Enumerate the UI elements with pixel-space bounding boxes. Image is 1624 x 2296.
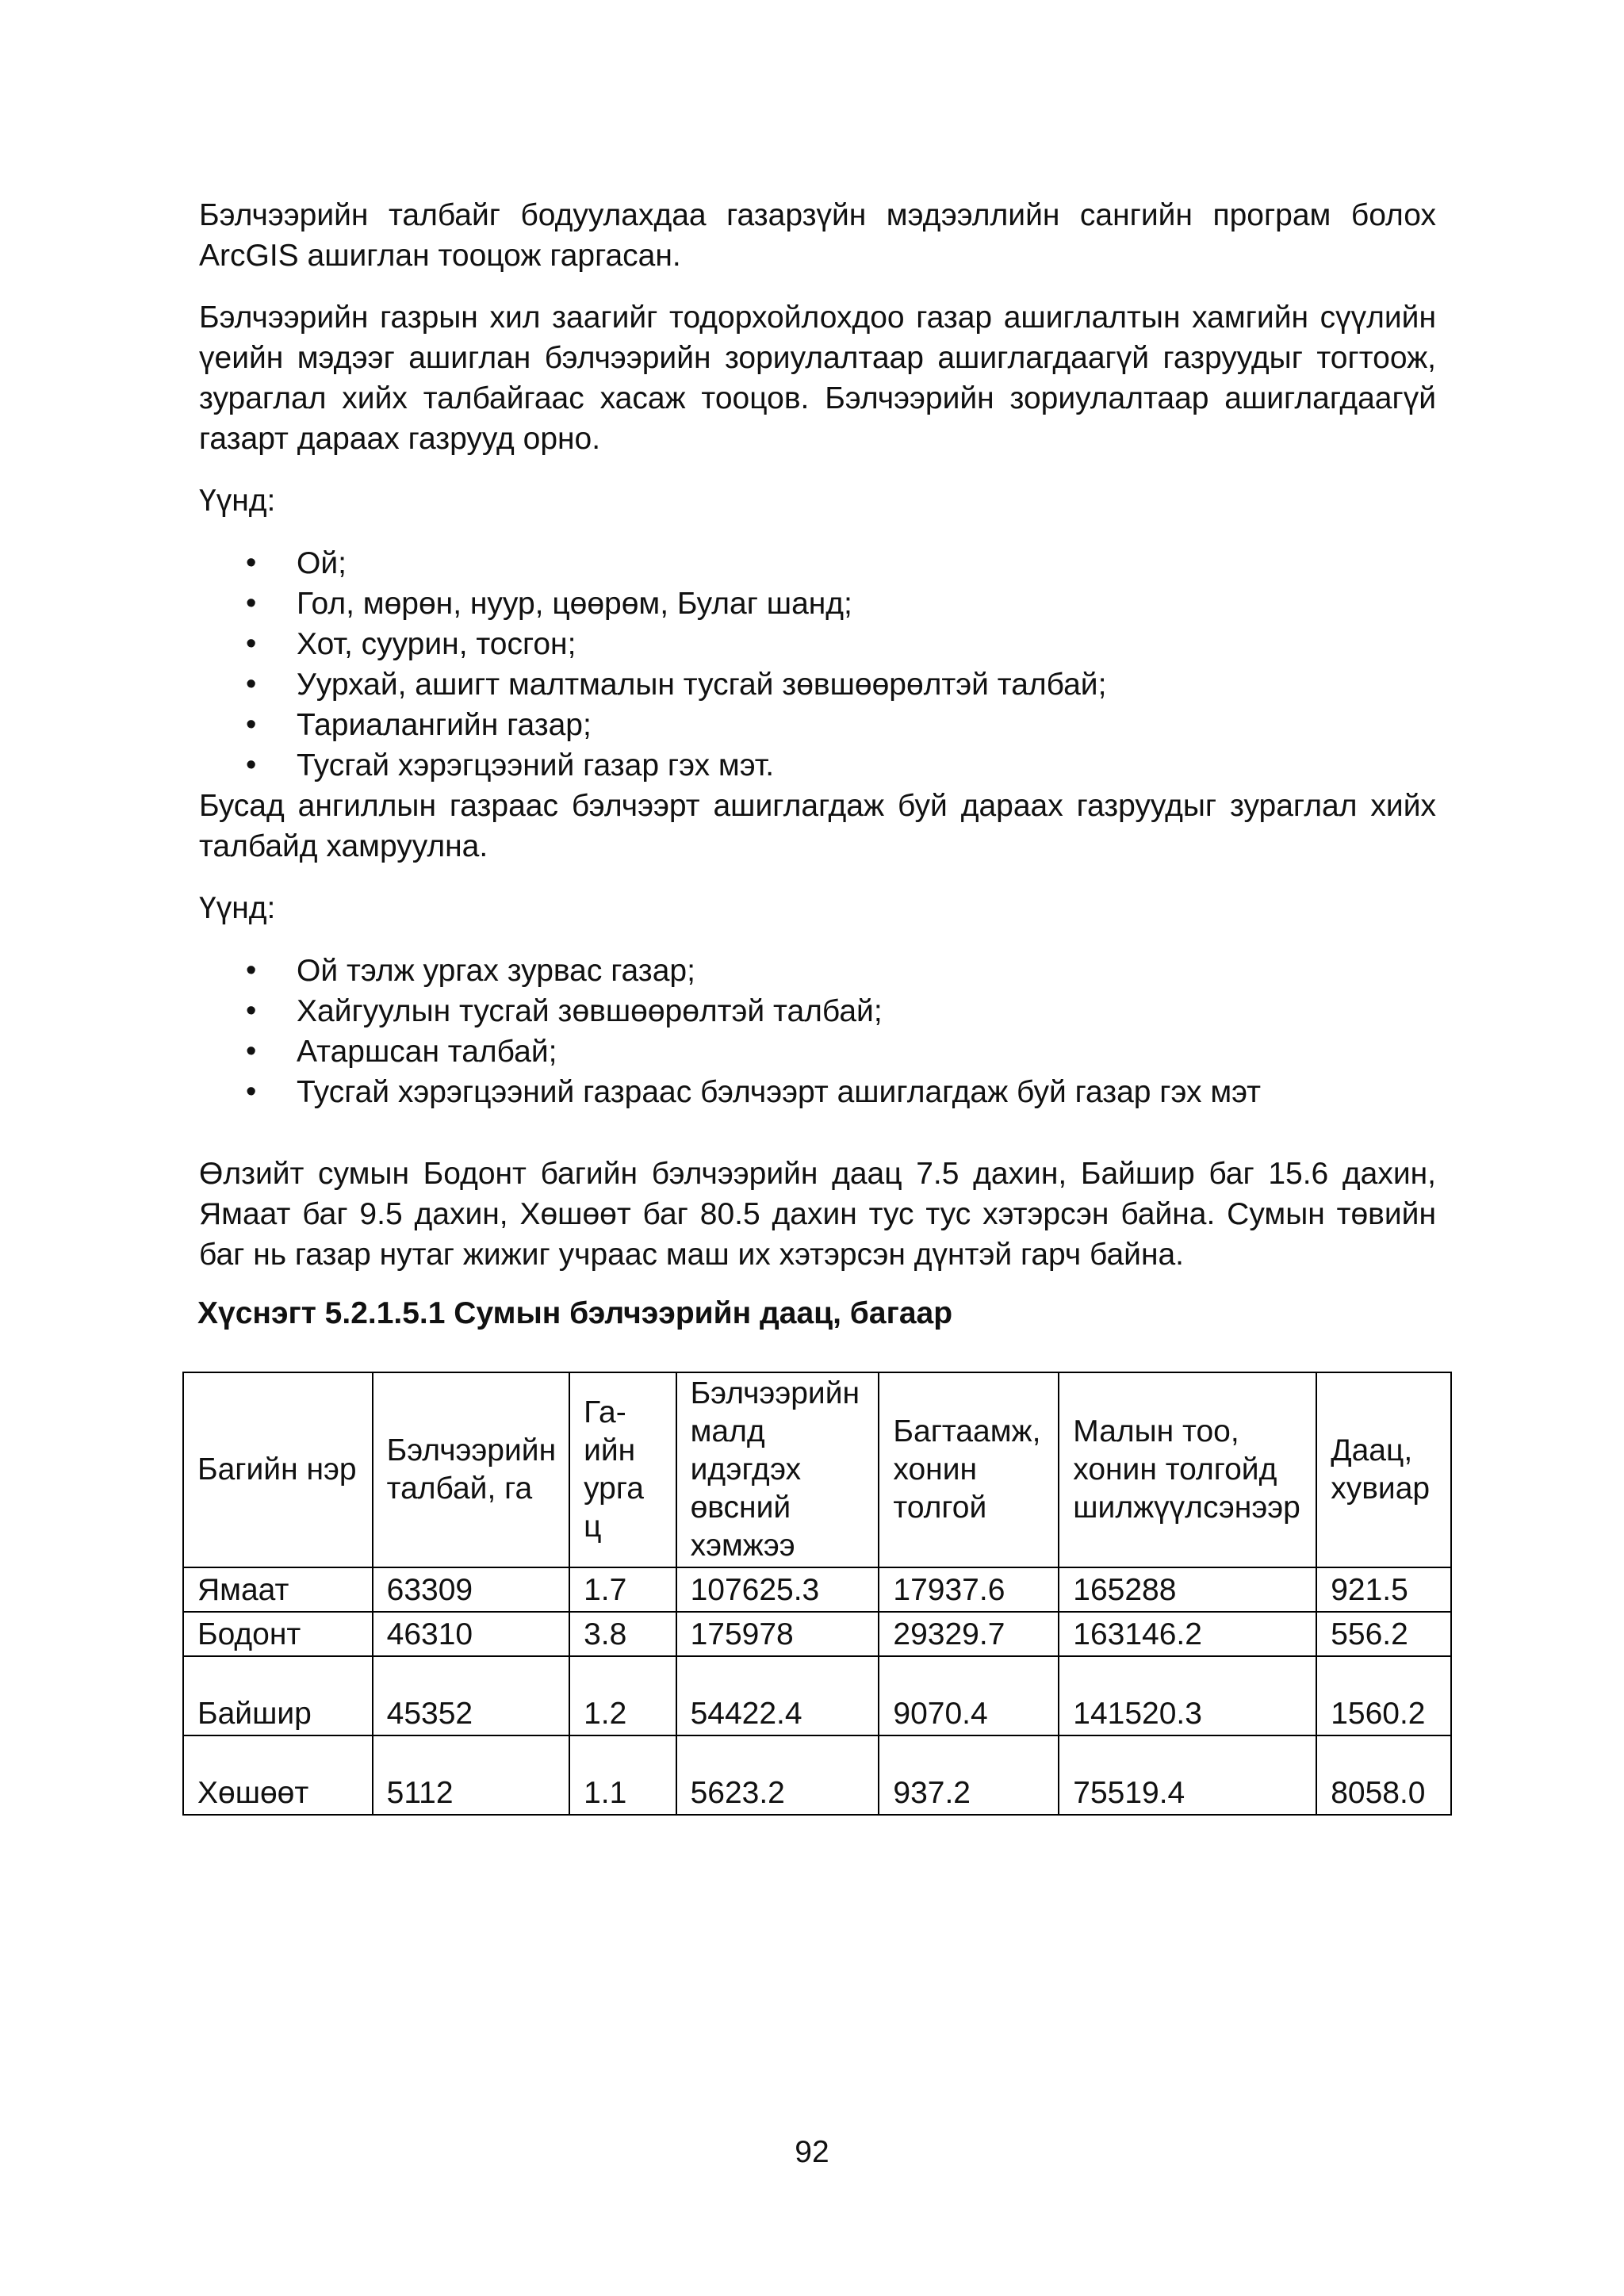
table-caption: Хүснэгт 5.2.1.5.1 Сумын бэлчээрийн даац, багаар (197, 1296, 953, 1330)
table-cell: Ямаат (183, 1567, 373, 1612)
list-item: • Хот, суурин, тосгон; (199, 624, 1436, 664)
table-cell: 1560.2 (1316, 1656, 1451, 1735)
table-cell: 63309 (373, 1567, 569, 1612)
table-cell: 937.2 (879, 1735, 1059, 1815)
list-item: • Хайгуулын тусгай зөвшөөрөлтэй талбай; (199, 991, 1436, 1031)
list-item: • Тариалангийн газар; (199, 705, 1436, 745)
list-item: • Тусгай хэрэгцээний газар гэх мэт. (199, 745, 1436, 786)
header-pasture-area: Бэлчээрийн талбай, га (373, 1372, 569, 1567)
table-cell: 107625.3 (676, 1567, 879, 1612)
table-cell: Бодонт (183, 1612, 373, 1656)
page-number: 92 (795, 2135, 829, 2169)
table-cell: 3.8 (569, 1612, 676, 1656)
table-cell: 141520.3 (1059, 1656, 1316, 1735)
table-cell: 75519.4 (1059, 1735, 1316, 1815)
header-load-percent: Даац, хувиар (1316, 1372, 1451, 1567)
list-item: • Уурхай, ашигт малтмалын тусгай зөвшөөрөлтэй талбай; (199, 664, 1436, 705)
table-cell: 45352 (373, 1656, 569, 1735)
list-item: • Гол, мөрөн, нуур, цөөрөм, Булаг шанд; (199, 584, 1436, 624)
table-cell: 8058.0 (1316, 1735, 1451, 1815)
header-yield: Га-ийн урга ц (569, 1372, 676, 1567)
table-cell: 29329.7 (879, 1612, 1059, 1656)
paragraph-arcgis: Бэлчээрийн талбайг бодуулахдаа газарзүйн мэдээллийн сангийн програм болох ArcGIS ашиглан тооцож гаргасан. (199, 198, 1436, 273)
table-cell: 5623.2 (676, 1735, 879, 1815)
table-cell: 921.5 (1316, 1567, 1451, 1612)
table-cell: 165288 (1059, 1567, 1316, 1612)
table-cell: 556.2 (1316, 1612, 1451, 1656)
table-row (183, 1656, 1451, 1735)
table-cell: 1.7 (569, 1567, 676, 1612)
list-item: • Атаршсан талбай; (199, 1031, 1436, 1072)
list-lead-2: Үүнд: (199, 891, 276, 925)
list-lead-1: Үүнд: (199, 484, 276, 518)
list-item: • Ой; (199, 543, 1436, 584)
included-land-list (199, 951, 1436, 1112)
table-row (183, 1567, 1451, 1612)
header-grass-amount: Бэлчээрийн малд идэгдэх өвсний хэмжээ (676, 1372, 879, 1567)
table-header-row (183, 1372, 1451, 1567)
excluded-land-list (199, 543, 1436, 786)
table-cell: 9070.4 (879, 1656, 1059, 1735)
table-cell: 46310 (373, 1612, 569, 1656)
list-item: • Ой тэлж ургах зурвас газар; (199, 951, 1436, 991)
table-cell: 5112 (373, 1735, 569, 1815)
paragraph-summary: Өлзийт сумын Бодонт багийн бэлчээрийн даац 7.5 дахин, Байшир баг 15.6 дахин, Ямаат баг 9.5 дахин, Хөшөөт баг 80.5 дахин тус тус хэтэрсэн байна. Сумын төвийн баг нь газар нутаг жижиг учраас маш их хэтэрсэн дүнтэй гарч байна. (199, 1157, 1436, 1272)
table-cell: 54422.4 (676, 1656, 879, 1735)
table-cell: 163146.2 (1059, 1612, 1316, 1656)
pasture-capacity-table (182, 1372, 1452, 1816)
header-capacity: Багтаамж, хонин толгой (879, 1372, 1059, 1567)
table-cell: Байшир (183, 1656, 373, 1735)
header-bag-name: Багийн нэр (183, 1372, 373, 1567)
table-row (183, 1612, 1451, 1656)
table-cell: 175978 (676, 1612, 879, 1656)
paragraph-boundaries: Бэлчээрийн газрын хил заагийг тодорхойлохдоо газар ашиглалтын хамгийн сүүлийн үеийн мэдээг ашиглан бэлчээрийн зориулалтаар ашиглагдаагүй газруудыг тогтоож, зураглал хийх талбайгаас хасаж тооцов. Бэлчээрийн зориулалтаар ашиглагдаагүй газарт дараах газрууд орно. (199, 300, 1436, 456)
table-cell: 17937.6 (879, 1567, 1059, 1612)
list-item: • Тусгай хэрэгцээний газраас бэлчээрт ашиглагдаж буй газар гэх мэт (199, 1072, 1436, 1112)
body-text (199, 195, 1436, 1334)
paragraph-included: Бусад ангиллын газраас бэлчээрт ашиглагдаж буй дараах газруудыг зураглал хийх талбайд хамруулна. (199, 789, 1436, 863)
header-livestock-count: Малын тоо, хонин толгойд шилжүүлсэнээр (1059, 1372, 1316, 1567)
table-cell: 1.1 (569, 1735, 676, 1815)
table-row (183, 1735, 1451, 1815)
table-cell: 1.2 (569, 1656, 676, 1735)
table-cell: Хөшөөт (183, 1735, 373, 1815)
